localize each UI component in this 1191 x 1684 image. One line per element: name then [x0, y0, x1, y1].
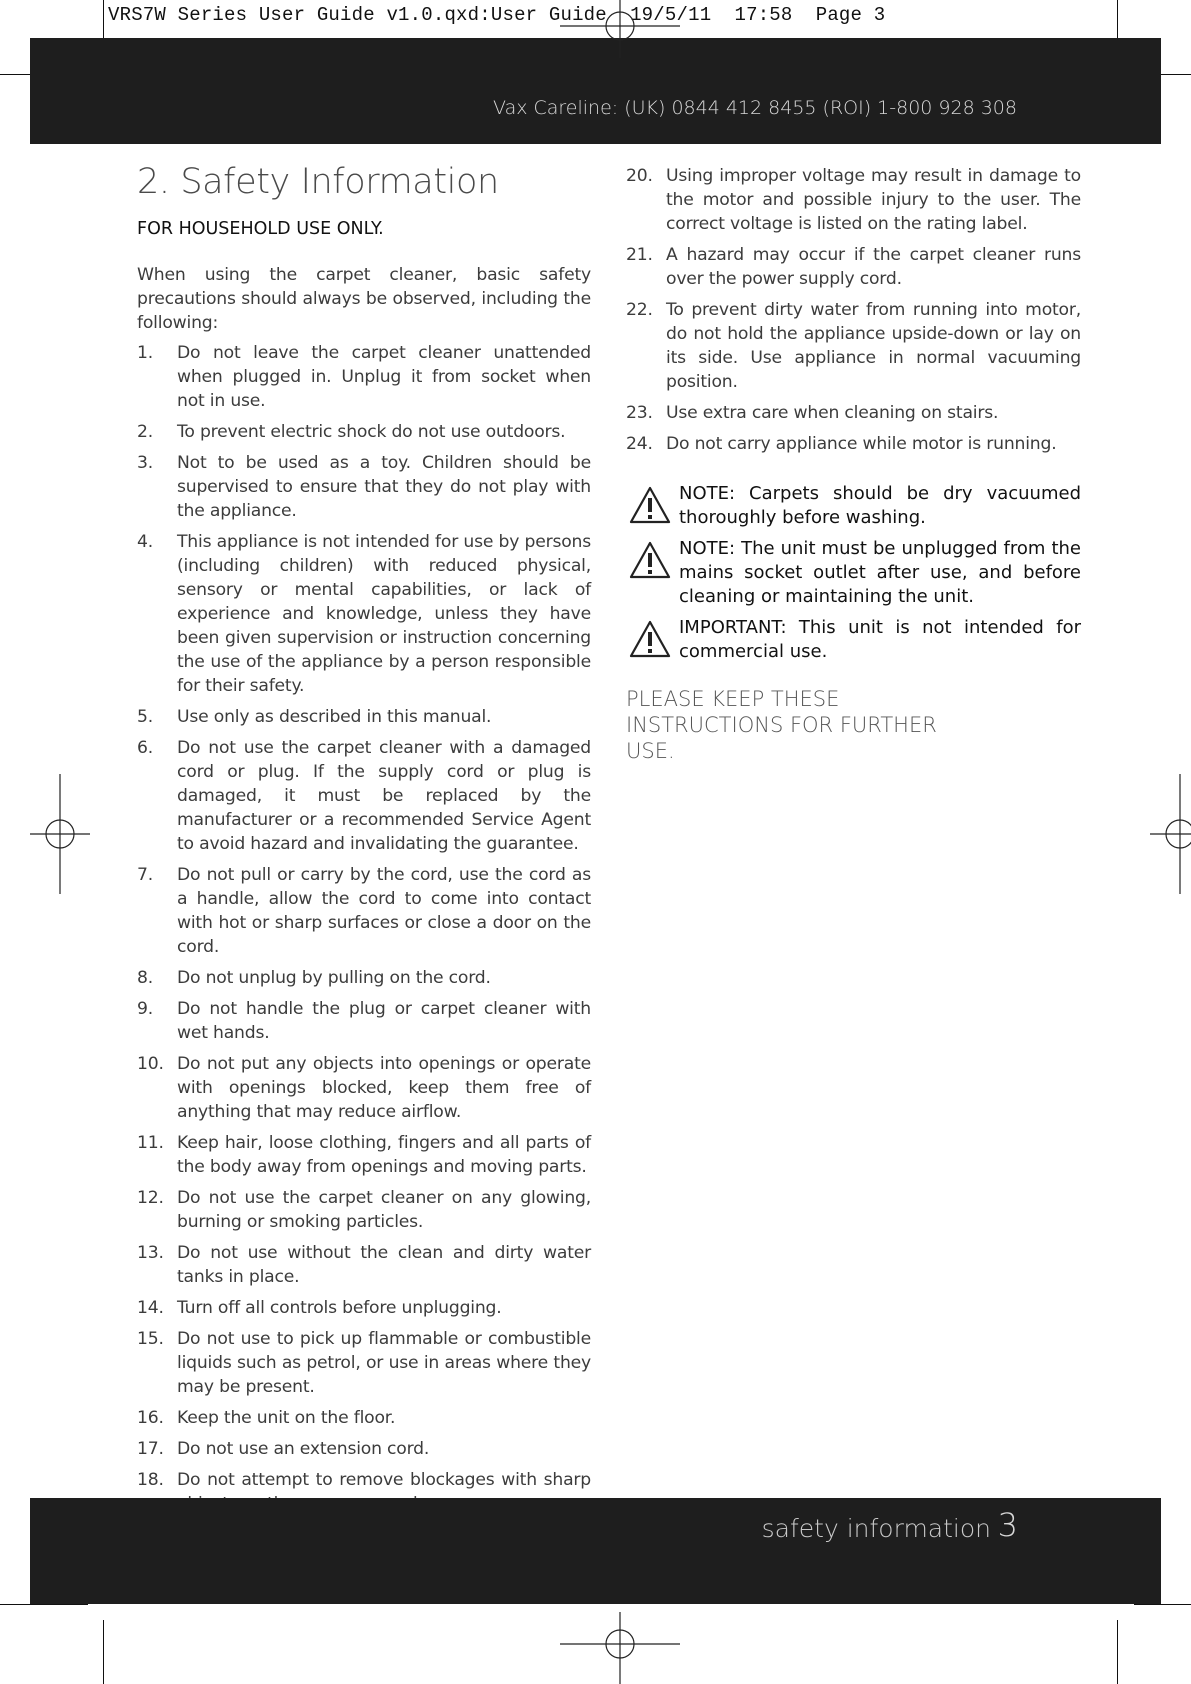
safety-item-17 [137, 1437, 591, 1461]
item-number: 11. [137, 1133, 164, 1153]
item-text: Do not carry appliance while motor is running. [666, 434, 1057, 454]
safety-item-22 [626, 298, 1081, 394]
safety-item-7 [137, 863, 591, 959]
item-number: 6. [137, 738, 153, 758]
item-number: 18. [137, 1470, 164, 1490]
item-number: 22. [626, 300, 653, 320]
safety-item-24 [626, 432, 1081, 456]
item-number: 23. [626, 403, 653, 423]
note-commercial-use [626, 616, 1081, 664]
footer-band [30, 1498, 1161, 1604]
item-number: 14. [137, 1298, 164, 1318]
safety-item-13 [137, 1241, 591, 1289]
safety-item-3 [137, 451, 591, 523]
item-text: Do not use without the clean and dirty water tanks in place. [177, 1243, 591, 1287]
item-number: 17. [137, 1439, 164, 1459]
note-unplug [626, 537, 1081, 609]
safety-item-1 [137, 341, 591, 413]
item-number: 15. [137, 1329, 164, 1349]
note-text: NOTE: The unit must be unplugged from the mains socket outlet after use, and before cleaning or maintaining the unit. [679, 538, 1081, 607]
safety-item-11 [137, 1131, 591, 1179]
item-text: Use extra care when cleaning on stairs. [666, 403, 999, 423]
item-number: 10. [137, 1054, 164, 1074]
keep-instructions-notice: PLEASE KEEP THESE INSTRUCTIONS FOR FURTHER USE. [626, 687, 937, 763]
item-number: 21. [626, 245, 653, 265]
safety-list-left [137, 341, 591, 1571]
safety-item-14 [137, 1296, 591, 1320]
warning-notes [626, 482, 1081, 664]
warning-icon [629, 486, 671, 524]
item-text: Do not use an extension cord. [177, 1439, 430, 1459]
item-text: Do not pull or carry by the cord, use the cord as a handle, allow the cord to come into contact with hot or sharp surfaces or close a door on the cord. [177, 865, 591, 957]
item-text: Do not put any objects into openings or operate with openings blocked, keep them free of anything that may reduce airflow. [177, 1054, 591, 1122]
item-text: To prevent dirty water from running into motor, do not hold the appliance upside-down or lay on its side. Use appliance in normal vacuuming position. [666, 300, 1081, 392]
item-number: 1. [137, 343, 153, 363]
item-text: Do not unplug by pulling on the cord. [177, 968, 491, 988]
safety-item-21 [626, 243, 1081, 291]
printer-slug: VRS7W Series User Guide v1.0.qxd:User Guide 19/5/11 17:58 Page 3 [108, 4, 886, 26]
left-column [137, 160, 591, 1578]
safety-item-20 [626, 164, 1081, 236]
item-number: 5. [137, 707, 153, 727]
item-text: Keep the unit on the floor. [177, 1408, 396, 1428]
safety-item-15 [137, 1327, 591, 1399]
item-text: Do not use to pick up flammable or combustible liquids such as petrol, or use in areas where they may be present. [177, 1329, 591, 1397]
safety-list-right [626, 164, 1081, 456]
item-number: 7. [137, 865, 153, 885]
note-text: NOTE: Carpets should be dry vacuumed thoroughly before washing. [679, 483, 1081, 528]
item-number: 20. [626, 166, 653, 186]
item-text: Do not handle the plug or carpet cleaner with wet hands. [177, 999, 591, 1043]
safety-item-23 [626, 401, 1081, 425]
note-dry-vacuum [626, 482, 1081, 530]
item-number: 2. [137, 422, 153, 442]
item-text: Do not attempt to remove blockages with sharp [177, 1470, 591, 1490]
item-number: 13. [137, 1243, 164, 1263]
item-number: 12. [137, 1188, 164, 1208]
item-text: A hazard may occur if the carpet cleaner runs over the power supply cord. [666, 245, 1081, 289]
household-use-notice: FOR HOUSEHOLD USE ONLY. [137, 219, 384, 239]
item-text: To prevent electric shock do not use outdoors. [177, 422, 566, 442]
item-text: Do not use the carpet cleaner with a damaged cord or plug. If the supply cord or plug is damaged, it must be replaced by the manufacturer or a recommended Service Agent to avoid hazard and invalidating the guarantee. [177, 738, 591, 854]
note-text: IMPORTANT: This unit is not intended for commercial use. [679, 617, 1081, 662]
item-number: 9. [137, 999, 153, 1019]
item-number: 3. [137, 453, 153, 473]
safety-item-6 [137, 736, 591, 856]
safety-item-9 [137, 997, 591, 1045]
safety-item-10 [137, 1052, 591, 1124]
warning-icon [629, 541, 671, 579]
safety-item-5 [137, 705, 591, 729]
item-text: Not to be used as a toy. Children should be supervised to ensure that they do not play with the appliance. [177, 453, 591, 521]
careline-text: Vax Careline: (UK) 0844 412 8455 (ROI) 1-800 928 308 [493, 97, 1017, 119]
item-text: Using improper voltage may result in damage to the motor and possible injury to the user. The correct voltage is listed on the rating label. [666, 166, 1081, 234]
safety-item-8 [137, 966, 591, 990]
intro-paragraph: When using the carpet cleaner, basic safety precautions should always be observed, including the following: [137, 265, 591, 333]
item-text: Keep hair, loose clothing, fingers and all parts of the body away from openings and moving parts. [177, 1133, 591, 1177]
item-text: This appliance is not intended for use by persons (including children) with reduced physical, sensory or mental capabilities, or lack of experience and knowledge, unless they have been given supervision or instruction concerning the use of the appliance by a person responsible for their safety. [177, 532, 591, 696]
right-column [626, 164, 1081, 764]
item-text: Do not leave the carpet cleaner unattended when plugged in. Unplug it from socket when not in use. [177, 343, 591, 411]
safety-item-2 [137, 420, 591, 444]
item-text: Turn off all controls before unplugging. [177, 1298, 502, 1318]
item-number: 4. [137, 532, 153, 552]
safety-item-16 [137, 1406, 591, 1430]
item-number: 24. [626, 434, 653, 454]
safety-item-12 [137, 1186, 591, 1234]
page-title: 2. Safety Information [137, 162, 499, 202]
warning-icon [629, 620, 671, 658]
page-number: 3 [997, 1506, 1018, 1544]
safety-item-4 [137, 530, 591, 698]
item-text: Use only as described in this manual. [177, 707, 492, 727]
item-number: 8. [137, 968, 153, 988]
item-text: Do not use the carpet cleaner on any glowing, burning or smoking particles. [177, 1188, 591, 1232]
item-number: 16. [137, 1408, 164, 1428]
footer-section-label: safety information [761, 1514, 991, 1543]
